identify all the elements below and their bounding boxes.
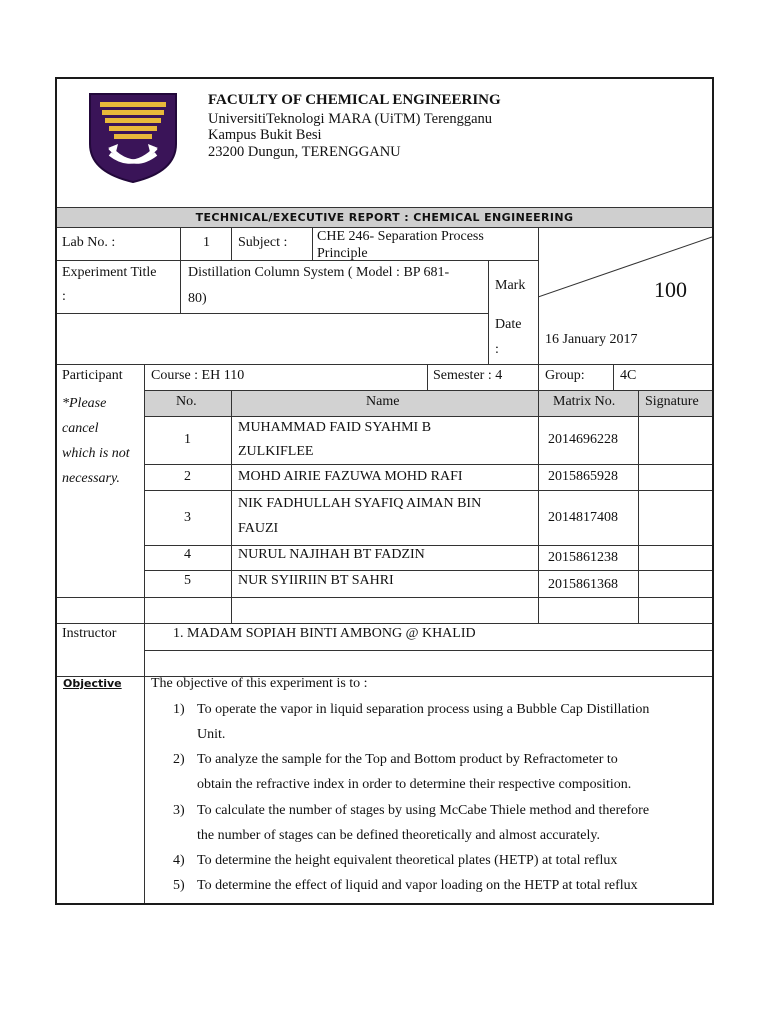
report-band-title: TECHNICAL/EXECUTIVE REPORT : CHEMICAL ENGINEERING bbox=[57, 207, 712, 228]
row-4-no: 4 bbox=[184, 547, 191, 562]
group-value: 4C bbox=[620, 368, 637, 383]
row-1-matrix: 2014696228 bbox=[548, 432, 618, 447]
objective-3-num: 3) bbox=[173, 803, 185, 818]
experiment-title-colon: : bbox=[62, 289, 66, 304]
objective-1-line-2: Unit. bbox=[197, 727, 226, 742]
objective-2-num: 2) bbox=[173, 752, 185, 767]
experiment-title-line-1: Distillation Column System ( Model : BP 681- bbox=[188, 265, 450, 280]
objective-2-line-1: To analyze the sample for the Top and Bottom product by Refractometer to bbox=[197, 752, 618, 767]
participant-note-4: necessary. bbox=[62, 471, 120, 486]
objective-4-num: 4) bbox=[173, 853, 185, 868]
col-matrix: Matrix No. bbox=[553, 394, 616, 409]
row-5-no: 5 bbox=[184, 573, 191, 588]
lab-no-label: Lab No. : bbox=[62, 235, 116, 250]
date-colon: : bbox=[495, 342, 499, 357]
experiment-title-line-2: 80) bbox=[188, 291, 207, 306]
instructor-label: Instructor bbox=[62, 626, 117, 641]
semester: Semester : 4 bbox=[433, 368, 503, 383]
subject-label: Subject : bbox=[238, 235, 288, 250]
objective-label: Objective bbox=[63, 677, 122, 690]
group-label: Group: bbox=[545, 368, 585, 383]
address-line-3: 23200 Dungun, TERENGGANU bbox=[208, 144, 401, 160]
objective-3-line-2: the number of stages can be defined theoretically and almost accurately. bbox=[197, 828, 600, 843]
row-4-name: NURUL NAJIHAH BT FADZIN bbox=[238, 547, 425, 562]
row-3-name-line-1: NIK FADHULLAH SYAFIQ AIMAN BIN bbox=[238, 496, 482, 511]
col-no: No. bbox=[176, 394, 197, 409]
row-5-name: NUR SYIIRIIN BT SAHRI bbox=[238, 573, 394, 588]
objective-intro: The objective of this experiment is to : bbox=[151, 676, 368, 691]
row-1-no: 1 bbox=[184, 432, 191, 447]
row-3-name-line-2: FAUZI bbox=[238, 521, 279, 536]
objective-3-line-1: To calculate the number of stages by using McCabe Thiele method and therefore bbox=[197, 803, 650, 818]
date-label: Date bbox=[495, 317, 522, 332]
objective-1-line-1: To operate the vapor in liquid separation process using a Bubble Cap Distillation bbox=[197, 702, 650, 717]
faculty-name: FACULTY OF CHEMICAL ENGINEERING bbox=[208, 92, 501, 108]
row-3-no: 3 bbox=[184, 510, 191, 525]
objective-1-num: 1) bbox=[173, 702, 185, 717]
subject-line-2: Principle bbox=[317, 246, 368, 261]
objective-5-num: 5) bbox=[173, 878, 185, 893]
address-line-1: UniversitiTeknologi MARA (UiTM) Terengganu bbox=[208, 111, 493, 127]
row-1-name-line-2: ZULKIFLEE bbox=[238, 444, 314, 459]
lab-no-value: 1 bbox=[203, 235, 210, 250]
row-2-matrix: 2015865928 bbox=[548, 469, 618, 484]
experiment-title-label: Experiment Title bbox=[62, 265, 157, 280]
col-signature: Signature bbox=[645, 394, 699, 409]
row-5-matrix: 2015861368 bbox=[548, 577, 618, 592]
objective-5-line-1: To determine the effect of liquid and vapor loading on the HETP at total reflux bbox=[197, 878, 638, 893]
participant-note-3: which is not bbox=[62, 446, 130, 461]
row-2-no: 2 bbox=[184, 469, 191, 484]
row-2-name: MOHD AIRIE FAZUWA MOHD RAFI bbox=[238, 469, 463, 484]
objective-4-line-1: To determine the height equivalent theoretical plates (HETP) at total reflux bbox=[197, 853, 618, 868]
participant-note-2: cancel bbox=[62, 421, 99, 436]
uitm-logo bbox=[88, 92, 178, 184]
date-value: 16 January 2017 bbox=[545, 332, 638, 347]
mark-value: 100 bbox=[654, 277, 687, 302]
subject-line-1: CHE 246- Separation Process bbox=[317, 229, 484, 244]
col-name: Name bbox=[366, 394, 400, 409]
participant-label: Participant bbox=[62, 368, 123, 383]
address-line-2: Kampus Bukit Besi bbox=[208, 127, 322, 143]
row-1-name-line-1: MUHAMMAD FAID SYAHMI B bbox=[238, 420, 432, 435]
course: Course : EH 110 bbox=[151, 368, 245, 383]
row-3-matrix: 2014817408 bbox=[548, 510, 618, 525]
mark-label: Mark bbox=[495, 278, 526, 293]
row-4-matrix: 2015861238 bbox=[548, 550, 618, 565]
participant-note-1: *Please bbox=[62, 396, 107, 411]
objective-2-line-2: obtain the refractive index in order to determine their respective composition. bbox=[197, 777, 632, 792]
instructor-value: 1. MADAM SOPIAH BINTI AMBONG @ KHALID bbox=[173, 626, 476, 641]
